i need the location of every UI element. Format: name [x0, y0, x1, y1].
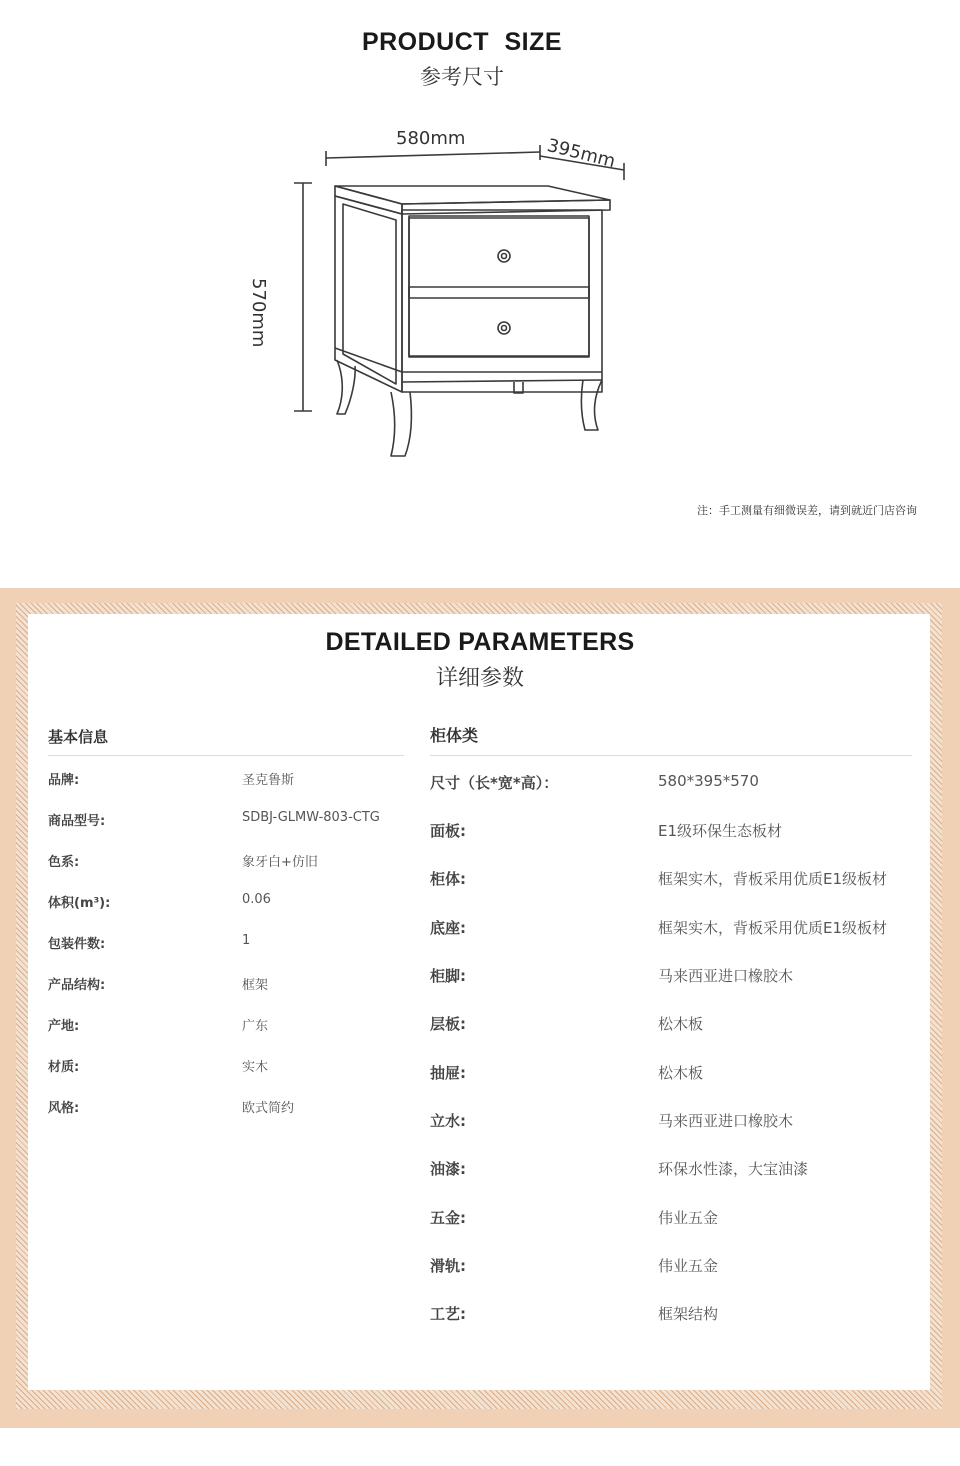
basic-info-row [48, 1056, 408, 1076]
basic-info-row [48, 974, 408, 994]
cabinet-divider [430, 755, 912, 756]
cabinet-label: 油漆: [430, 1160, 466, 1178]
basic-info-label: 品牌: [48, 773, 80, 788]
basic-info-value: 1 [242, 933, 251, 948]
cabinet-row [430, 1255, 920, 1277]
basic-info-row [48, 851, 408, 871]
cabinet-row [430, 1207, 920, 1229]
basic-info-value: 象牙白+仿旧 [242, 855, 318, 870]
basic-info-label: 风格: [48, 1101, 80, 1116]
dimension-height-label: 570mm [248, 278, 269, 348]
cabinet-label: 层板: [430, 1015, 466, 1033]
cabinet-label: 工艺: [430, 1305, 466, 1323]
cabinet-label: 立水: [430, 1112, 466, 1130]
params-section-title: DETAILED PARAMETERS [325, 628, 635, 656]
basic-info-value: 0.06 [242, 892, 271, 907]
cabinet-value: 松木板 [658, 1015, 704, 1033]
cabinet-heading: 柜体类 [430, 726, 479, 745]
dimension-width-label: 580mm [396, 128, 466, 149]
cabinet-value: 马来西亚进口橡胶木 [658, 967, 794, 985]
cabinet-row [430, 1303, 920, 1325]
cabinet-row [430, 1013, 920, 1035]
basic-info-value: SDBJ-GLMW-803-CTG [242, 810, 380, 825]
cabinet-row [430, 1158, 920, 1180]
cabinet-value: 伟业五金 [658, 1257, 719, 1275]
cabinet-row [430, 1110, 920, 1132]
cabinet-value: 框架实木，背板采用优质E1级板材 [658, 870, 888, 888]
basic-info-row [48, 1097, 408, 1117]
basic-info-label: 色系: [48, 855, 80, 870]
basic-info-value: 实木 [242, 1060, 269, 1075]
cabinet-row [430, 917, 920, 939]
basic-info-heading: 基本信息 [48, 728, 109, 746]
basic-info-row [48, 1015, 408, 1035]
basic-info-label: 包装件数: [48, 937, 106, 952]
basic-info-value: 欧式简约 [242, 1101, 295, 1116]
basic-info-value: 广东 [242, 1019, 269, 1034]
nightstand-line-drawing [260, 120, 660, 470]
cabinet-value: 环保水性漆，大宝油漆 [658, 1160, 809, 1178]
basic-info-row [48, 769, 408, 789]
measurement-note: 注：手工测量有细微误差，请到就近门店咨询 [697, 504, 917, 517]
cabinet-value: 框架实木，背板采用优质E1级板材 [658, 919, 888, 937]
basic-info-label: 商品型号: [48, 814, 106, 829]
cabinet-label: 柜体: [430, 870, 466, 888]
cabinet-value: 松木板 [658, 1064, 704, 1082]
cabinet-value: 框架结构 [658, 1305, 719, 1323]
cabinet-row [430, 820, 920, 842]
basic-info-row [48, 892, 408, 912]
basic-info-label: 产地: [48, 1019, 80, 1034]
basic-info-divider [48, 755, 404, 756]
cabinet-label: 尺寸（长*宽*高）： [430, 774, 559, 792]
cabinet-value: 580*395*570 [658, 772, 759, 790]
cabinet-label: 面板: [430, 822, 466, 840]
basic-info-label: 材质: [48, 1060, 80, 1075]
cabinet-row [430, 772, 920, 794]
cabinet-label: 滑轨: [430, 1257, 466, 1275]
cabinet-row [430, 868, 920, 890]
cabinet-label: 柜脚: [430, 967, 466, 985]
cabinet-row [430, 965, 920, 987]
basic-info-label: 体积(m³): [48, 896, 111, 911]
basic-info-row [48, 810, 408, 830]
basic-info-label: 产品结构: [48, 978, 106, 993]
cabinet-row [430, 1062, 920, 1084]
cabinet-value: E1级环保生态板材 [658, 822, 783, 840]
params-section-subtitle: 详细参数 [435, 666, 524, 691]
cabinet-value: 马来西亚进口橡胶木 [658, 1112, 794, 1130]
basic-info-value: 圣克鲁斯 [242, 773, 295, 788]
basic-info-value: 框架 [242, 978, 269, 993]
cabinet-value: 伟业五金 [658, 1209, 719, 1227]
dimension-depth-label: 395mm [544, 135, 618, 173]
basic-info-row [48, 933, 408, 953]
size-section-title: PRODUCT SIZE [361, 28, 563, 56]
cabinet-label: 五金: [430, 1209, 466, 1227]
cabinet-label: 底座: [430, 919, 466, 937]
cabinet-label: 抽屉: [430, 1064, 466, 1082]
size-section-subtitle: 参考尺寸 [420, 65, 504, 89]
